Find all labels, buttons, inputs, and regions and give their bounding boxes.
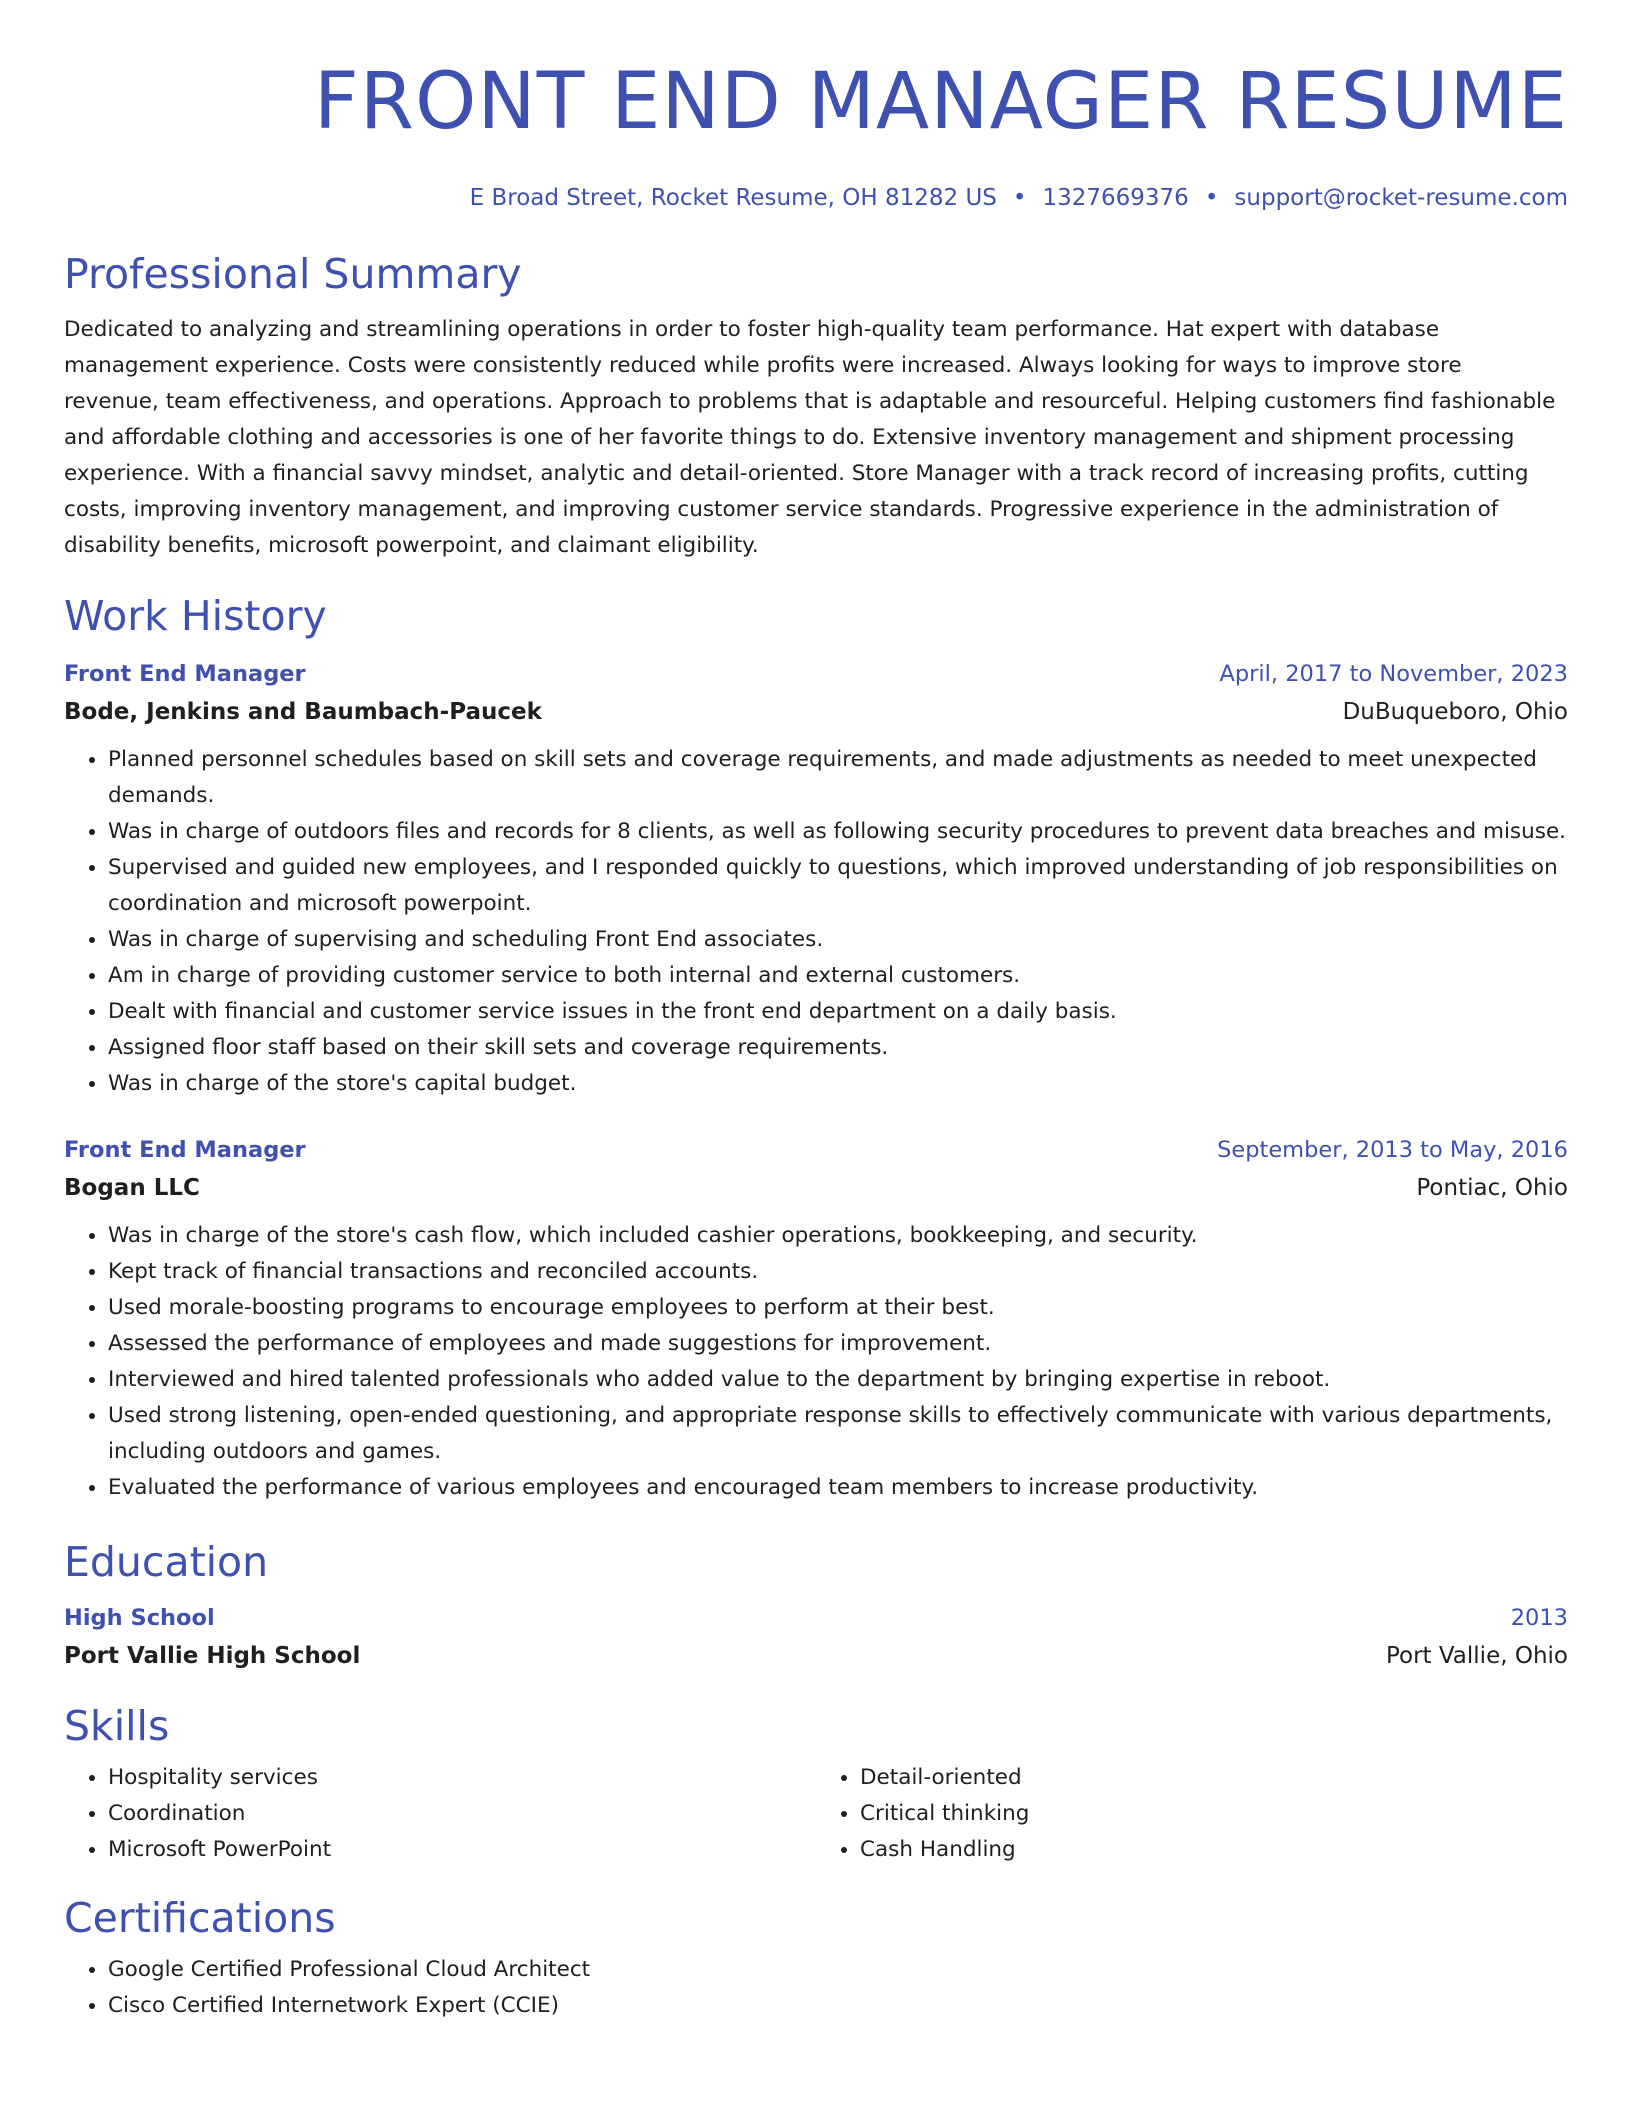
contact-phone: 1327669376 [1042, 185, 1189, 211]
job-dates: April, 2017 to November, 2023 [1219, 661, 1568, 687]
job-bullet: • Was in charge of outdoors files and records for 8 clients, as well as following security procedures to prevent data breaches and misuse. [108, 814, 1568, 850]
contact-separator: • [1204, 185, 1219, 211]
job-bullets [64, 1218, 1568, 1506]
company-name: Bogan LLC [64, 1175, 200, 1201]
job-entry [64, 1132, 1568, 1506]
skills-section [64, 1700, 1568, 1868]
job-bullet: • Planned personnel schedules based on skill sets and coverage requirements, and made adjustments as needed to meet unexpected demands. [108, 742, 1568, 814]
education-year: 2013 [1510, 1605, 1568, 1631]
education-entry [64, 1600, 1568, 1676]
certifications-section [64, 1892, 1568, 2024]
job-bullet: • Was in charge of the store's capital budget. [108, 1066, 1568, 1102]
job-bullet: • Used morale-boosting programs to encourage employees to perform at their best. [108, 1290, 1568, 1326]
degree: High School [64, 1605, 215, 1631]
resume-title: FRONT END MANAGER RESUME [313, 57, 1568, 147]
certifications-heading: Certifications [64, 1894, 336, 1942]
contact-email: support@rocket-resume.com [1234, 185, 1568, 211]
work-history-heading: Work History [64, 592, 327, 640]
job-bullet: • Kept track of financial transactions and reconciled accounts. [108, 1254, 1568, 1290]
job-bullets [64, 742, 1568, 1102]
job-bullet: • Evaluated the performance of various employees and encouraged team members to increase productivity. [108, 1470, 1568, 1506]
education-heading: Education [64, 1538, 269, 1586]
job-bullet: • Interviewed and hired talented professionals who added value to the department by bringing expertise in reboot. [108, 1362, 1568, 1398]
contact-address: E Broad Street, Rocket Resume, OH 81282 US [469, 185, 997, 211]
summary-heading: Professional Summary [64, 250, 522, 298]
certifications-list [64, 1952, 1568, 2024]
education-section [64, 1536, 1568, 1676]
skills-grid [64, 1760, 1568, 1868]
contact-line [64, 182, 1568, 214]
job-bullet: • Supervised and guided new employees, and I responded quickly to questions, which improved understanding of job responsibilities on coordination and microsoft powerpoint. [108, 850, 1568, 922]
skill-item: • Cash Handling [860, 1832, 1568, 1868]
job-bullet: • Dealt with financial and customer service issues in the front end department on a daily basis. [108, 994, 1568, 1030]
job-title: Front End Manager [64, 1137, 306, 1163]
skill-item: • Detail-oriented [860, 1760, 1568, 1796]
company-name: Bode, Jenkins and Baumbach-Paucek [64, 699, 542, 725]
job-title: Front End Manager [64, 661, 306, 687]
skills-column-left [64, 1760, 816, 1868]
school-location: Port Vallie, Ohio [1385, 1643, 1568, 1669]
certification-item: • Cisco Certified Internetwork Expert (CCIE) [108, 1988, 1568, 2024]
job-bullet: • Was in charge of the store's cash flow, which included cashier operations, bookkeeping, and security. [108, 1218, 1568, 1254]
job-bullet: • Was in charge of supervising and scheduling Front End associates. [108, 922, 1568, 958]
work-history-section [64, 590, 1568, 1506]
skill-item: • Critical thinking [860, 1796, 1568, 1832]
skill-item: • Coordination [108, 1796, 816, 1832]
job-bullet: • Assessed the performance of employees and made suggestions for improvement. [108, 1326, 1568, 1362]
skill-item: • Hospitality services [108, 1760, 816, 1796]
skills-column-right [816, 1760, 1568, 1868]
skill-item: • Microsoft PowerPoint [108, 1832, 816, 1868]
job-bullet: • Assigned floor staff based on their skill sets and coverage requirements. [108, 1030, 1568, 1066]
job-dates: September, 2013 to May, 2016 [1217, 1137, 1568, 1163]
job-location: DuBuqueboro, Ohio [1342, 699, 1568, 725]
school-name: Port Vallie High School [64, 1643, 361, 1669]
job-bullet: • Used strong listening, open-ended questioning, and appropriate response skills to effectively communicate with various departments, including outdoors and games. [108, 1398, 1568, 1470]
skills-heading: Skills [64, 1702, 170, 1750]
contact-separator: • [1012, 185, 1027, 211]
job-bullet: • Am in charge of providing customer service to both internal and external customers. [108, 958, 1568, 994]
job-location: Pontiac, Ohio [1416, 1175, 1568, 1201]
summary-text: Dedicated to analyzing and streamlining operations in order to foster high-quality team performance. Hat expert with database management experience. Costs were consistently reduced while profits were increased. Always looking for ways to improve store revenue, team effectiveness, and operations. Approach to problems that is adaptable and resourceful. Helping customers find fashionable and affordable clothing and accessories is one of her favorite things to do. Extensive inventory management and shipment processing experience. With a financial savvy mindset, analytic and detail-oriented. Store Manager with a track record of increasing profits, cutting costs, improving inventory management, and improving customer service standards. Progressive experience in the administration of disability benefits, microsoft powerpoint, and claimant eligibility. [64, 317, 1556, 558]
certification-item: • Google Certified Professional Cloud Architect [108, 1952, 1568, 1988]
job-entry [64, 656, 1568, 1102]
summary-section [64, 248, 1568, 564]
